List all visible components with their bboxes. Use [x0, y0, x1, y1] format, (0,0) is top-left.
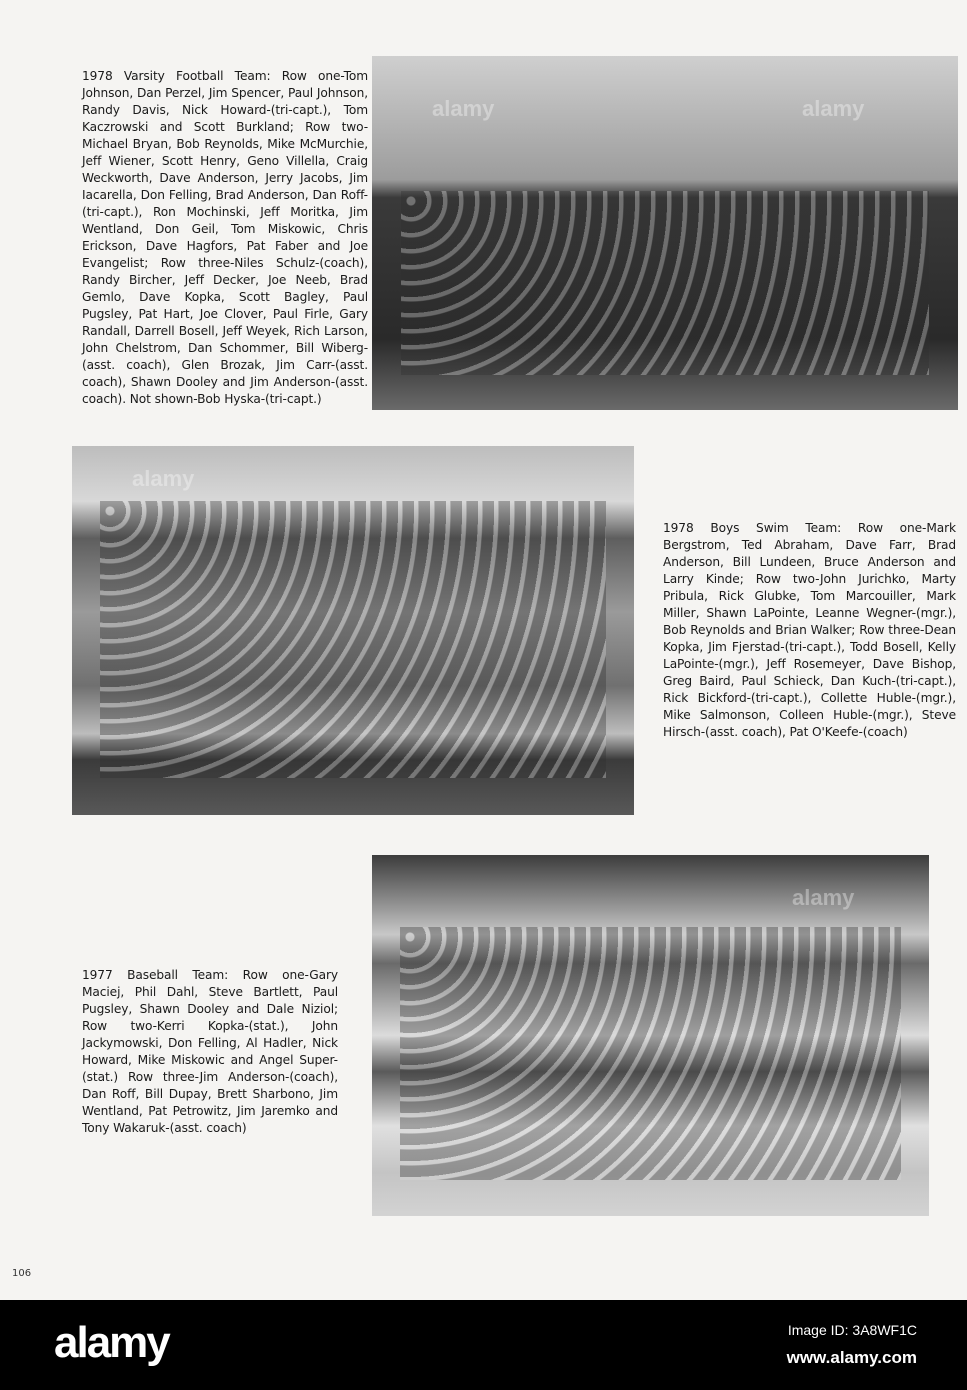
watermark: alamy	[802, 96, 865, 121]
alamy-logo: alamy	[54, 1318, 169, 1367]
watermark: alamy	[432, 96, 495, 121]
image-id: Image ID: 3A8WF1C	[787, 1322, 917, 1338]
swim-team-caption: 1978 Boys Swim Team: Row one-Mark Bergstrom, Ted Abraham, Dave Farr, Brad Anderson, Bill Lundeen, Bruce Anderson and Larry Kinde; Row two-John Jurichko, Marty Pribula, Rick Glubke, Tom Marcouiller, Mark Miller, Shawn LaPointe, Leanne Wegner-(mgr.), Bob Reynolds and Brian Walker; Row three-Dean Kopka, Jim Fjerstad-(tri-capt.), Todd Bosell, Kelly LaPointe-(mgr.), Jeff Rosemeyer, Dave Bishop, Greg Baird, Paul Schieck, Dan Kuch-(tri-capt.), Rick Bickford-(tri-capt.), Collette Huble-(mgr.), Mike Salmonson, Colleen Huble-(mgr.), Steve Hirsch-(asst. coach), Pat O'Keefe-(coach)	[663, 521, 956, 740]
team-members	[401, 191, 928, 375]
football-team-caption: 1978 Varsity Football Team: Row one-Tom Johnson, Dan Perzel, Jim Spencer, Paul Johnson, Randy Davis, Nick Howard-(tri-capt.), Tom Kaczrowski and Scott Burkland; Row two-Michael Bryan, Bob Reynolds, Mike McMurchie, Jeff Wiener, Scott Henry, Geno Villella, Craig Weckworth, Dave Anderson, Jerry Jacobs, Jim Iacarella, Don Felling, Brad Anderson, Dan Roff-(tri-capt.), Ron Mochinski, Jeff Moritka, Jim Wentland, Don Geil, Tom Miskowic, Chris Erickson, Dave Hagfors, Pat Faber and Joe Evangelist; Row three-Niles Schulz-(coach), Randy Bircher, Jeff Decker, Joe Neeb, Brad Gemlo, Dave Kopka, Scott Bagley, Paul Pugsley, Pat Hart, Joe Clover, Paul Firle, Gary Randall, Darrell Bosell, Jeff Weyek, Rich Larson, John Chelstrom, Dan Schommer, Bill Wiberg-(asst. coach), Glen Brozak, Jim Carr-(asst. coach), Shawn Dooley and Jim Anderson-(asst. coach). Not shown-Bob Hyska-(tri-capt.)	[82, 69, 368, 407]
watermark: alamy	[792, 885, 855, 910]
site-url[interactable]: www.alamy.com	[786, 1348, 917, 1367]
team-members	[400, 927, 901, 1180]
page-number: 106	[12, 1268, 32, 1279]
baseball-team-caption: 1977 Baseball Team: Row one-Gary Maciej, Phil Dahl, Steve Bartlett, Paul Pugsley, Shawn Dooley and Dale Niziol; Row two-Kerri Kopka-(stat.), John Jackymowski, Don Felling, Al Hadler, Nick Howard, Mike Miskowic and Angel Super-(stat.) Row three-Jim Anderson-(coach), Dan Roff, Bill Dupay, Brett Sharbono, Jim Wentland, Pat Petrowitz, Jim Jaremko and Tony Wakaruk-(asst. coach)	[82, 968, 338, 1136]
baseball-team-photo	[372, 855, 929, 1216]
team-members	[100, 501, 606, 778]
stock-footer	[0, 1300, 967, 1390]
football-team-photo	[372, 56, 958, 410]
swim-team-photo	[72, 446, 634, 815]
watermark: alamy	[132, 466, 195, 491]
